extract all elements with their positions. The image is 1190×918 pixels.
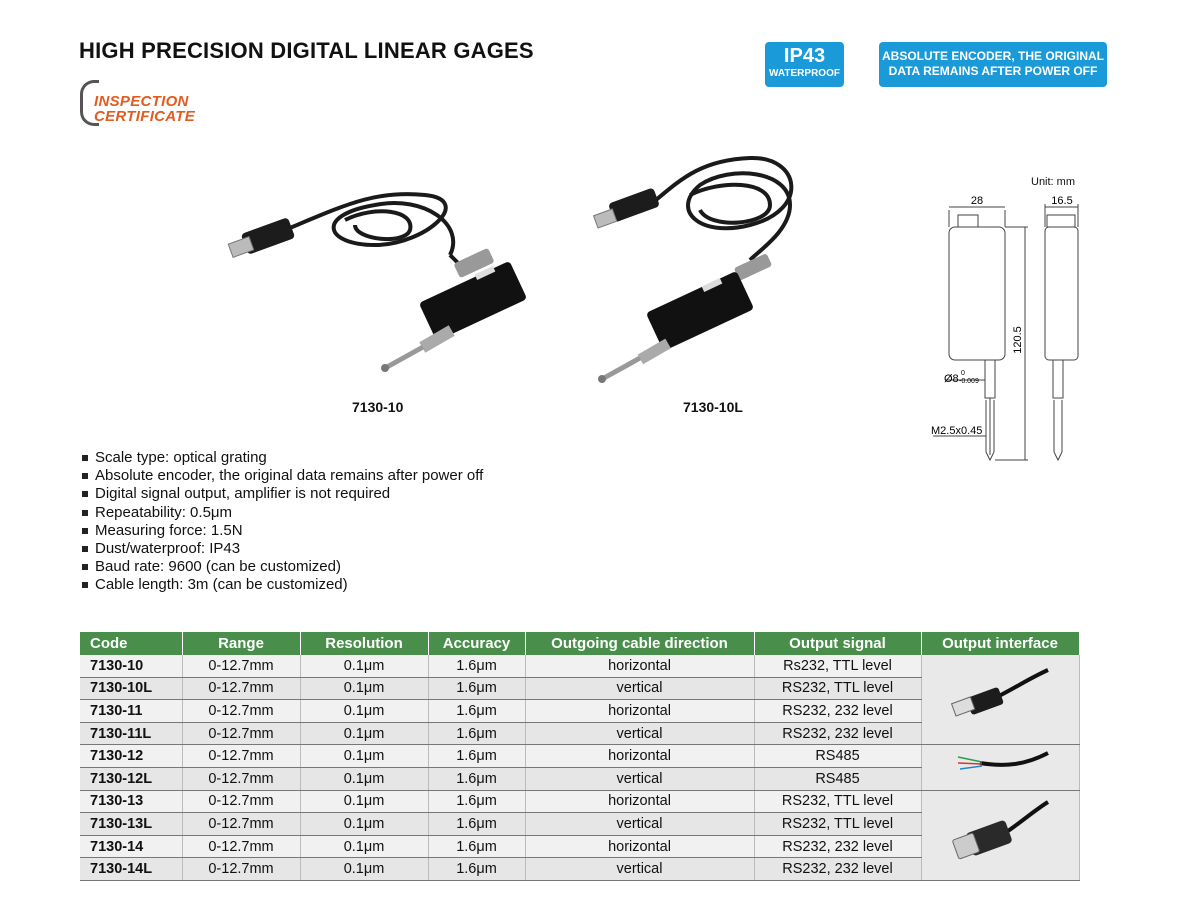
side-top-tab-icon [1047, 215, 1075, 227]
col-output-interface: Output interface [921, 632, 1079, 655]
feature-item: Digital signal output, amplifier is not required [80, 485, 483, 503]
table-row [80, 790, 1079, 813]
col-accuracy: Accuracy [428, 632, 525, 655]
cell-code: 7130-12 [80, 745, 182, 768]
feature-item: Scale type: optical grating [80, 449, 483, 467]
cell-range: 0-12.7mm [182, 677, 300, 700]
cell-range: 0-12.7mm [182, 813, 300, 836]
cell-accuracy: 1.6μm [428, 677, 525, 700]
cell-cable-direction: vertical [525, 813, 754, 836]
cell-output-signal: RS485 [754, 745, 921, 768]
product-caption-2: 7130-10L [683, 399, 743, 415]
col-code: Code [80, 632, 182, 655]
cell-accuracy: 1.6μm [428, 835, 525, 858]
table-header-row [80, 632, 1079, 655]
feature-item: Measuring force: 1.5N [80, 522, 483, 540]
cell-resolution: 0.1μm [300, 677, 428, 700]
gage-7130-10l-image [590, 150, 820, 395]
front-stem-outline [985, 360, 995, 398]
side-body-outline [1045, 227, 1078, 360]
col-cable-direction: Outgoing cable direction [525, 632, 754, 655]
cell-output-signal: RS232, 232 level [754, 722, 921, 745]
feature-item: Baud rate: 9600 (can be customized) [80, 558, 483, 576]
cable-icon [650, 158, 791, 260]
bare-wires-icon [950, 771, 1050, 787]
certificate-line2: CERTIFICATE [94, 108, 196, 125]
cell-code: 7130-13 [80, 790, 182, 813]
cell-range: 0-12.7mm [182, 722, 300, 745]
cell-range: 0-12.7mm [182, 655, 300, 677]
cell-accuracy: 1.6μm [428, 858, 525, 881]
product-caption-1: 7130-10 [352, 399, 404, 415]
cell-output-signal: RS232, 232 level [754, 858, 921, 881]
output-interface-cell [921, 655, 1079, 745]
cell-cable-direction: horizontal [525, 655, 754, 677]
feature-item: Absolute encoder, the original data remains after power off [80, 467, 483, 485]
cell-resolution: 0.1μm [300, 835, 428, 858]
ip-code: IP43 [783, 45, 826, 67]
output-interface-cell [921, 790, 1079, 880]
table-row [80, 655, 1079, 677]
ip-label: WATERPROOF [769, 68, 840, 79]
gage-7130-10-image [225, 185, 535, 395]
dim-depth: 16.5 [1051, 195, 1073, 207]
dim-stem-tol-lower: -0.009 [959, 378, 979, 385]
cell-output-signal: RS232, TTL level [754, 677, 921, 700]
cell-code: 7130-14L [80, 858, 182, 881]
front-body-outline [949, 227, 1005, 360]
front-top-tab-icon [958, 215, 978, 227]
cell-cable-direction: vertical [525, 858, 754, 881]
side-stem-outline [1053, 360, 1063, 398]
spec-table [80, 632, 1080, 881]
encoder-line1: ABSOLUTE ENCODER, THE ORIGINAL [881, 49, 1104, 63]
cell-code: 7130-12L [80, 767, 182, 790]
output-interface-cell [921, 745, 1079, 790]
cell-output-signal: RS232, 232 level [754, 835, 921, 858]
cell-resolution: 0.1μm [300, 767, 428, 790]
cell-cable-direction: vertical [525, 767, 754, 790]
cell-accuracy: 1.6μm [428, 813, 525, 836]
dim-stem-tol-upper: 0 [961, 370, 965, 377]
cell-code: 7130-13L [80, 813, 182, 836]
cell-range: 0-12.7mm [182, 858, 300, 881]
db9-connector-icon [950, 856, 1050, 872]
cell-code: 7130-14 [80, 835, 182, 858]
cell-cable-direction: horizontal [525, 745, 754, 768]
cell-resolution: 0.1μm [300, 700, 428, 723]
cell-range: 0-12.7mm [182, 790, 300, 813]
cell-code: 7130-11 [80, 700, 182, 723]
gage-body-icon [419, 261, 527, 341]
usb-plug-icon [228, 217, 295, 257]
spec-table-body [80, 655, 1079, 880]
dim-width: 28 [970, 195, 984, 207]
cell-accuracy: 1.6μm [428, 767, 525, 790]
feature-item: Cable length: 3m (can be customized) [80, 576, 483, 594]
encoder-line2: DATA REMAINS AFTER POWER OFF [888, 64, 1098, 78]
feature-item: Repeatability: 0.5μm [80, 504, 483, 522]
cell-code: 7130-11L [80, 722, 182, 745]
cell-code: 7130-10L [80, 677, 182, 700]
inspection-certificate-logo [80, 80, 220, 124]
cell-range: 0-12.7mm [182, 700, 300, 723]
cell-resolution: 0.1μm [300, 745, 428, 768]
col-range: Range [182, 632, 300, 655]
cell-cable-direction: horizontal [525, 700, 754, 723]
cell-output-signal: RS232, 232 level [754, 700, 921, 723]
cell-resolution: 0.1μm [300, 790, 428, 813]
cell-cable-direction: vertical [525, 722, 754, 745]
ip43-badge [765, 42, 844, 87]
page-title: HIGH PRECISION DIGITAL LINEAR GAGES [79, 38, 534, 63]
plunger-icon [381, 325, 455, 372]
cell-output-signal: Rs232, TTL level [754, 655, 921, 677]
cell-resolution: 0.1μm [300, 722, 428, 745]
dim-stem-dia: Ø8 [944, 373, 959, 385]
cell-accuracy: 1.6μm [428, 700, 525, 723]
cell-output-signal: RS232, TTL level [754, 813, 921, 836]
cell-code: 7130-10 [80, 655, 182, 677]
cell-range: 0-12.7mm [182, 835, 300, 858]
drawing-unit: Unit: mm [1031, 176, 1075, 188]
cell-output-signal: RS485 [754, 767, 921, 790]
plunger-icon [598, 339, 671, 383]
cell-accuracy: 1.6μm [428, 722, 525, 745]
cell-output-signal: RS232, TTL level [754, 790, 921, 813]
cell-accuracy: 1.6μm [428, 745, 525, 768]
cell-cable-direction: horizontal [525, 790, 754, 813]
cell-resolution: 0.1μm [300, 655, 428, 677]
absolute-encoder-badge [879, 42, 1107, 87]
usb-plug-icon [950, 716, 1050, 732]
cell-range: 0-12.7mm [182, 767, 300, 790]
usb-plug-icon [594, 187, 660, 228]
col-output-signal: Output signal [754, 632, 921, 655]
table-row [80, 745, 1079, 768]
dim-length: 120.5 [1012, 326, 1024, 354]
dimension-drawing [925, 190, 1090, 470]
dim-thread: M2.5x0.45 [931, 425, 983, 437]
cell-accuracy: 1.6μm [428, 655, 525, 677]
cell-resolution: 0.1μm [300, 813, 428, 836]
cell-cable-direction: horizontal [525, 835, 754, 858]
col-resolution: Resolution [300, 632, 428, 655]
cell-resolution: 0.1μm [300, 858, 428, 881]
feature-list [80, 449, 483, 595]
feature-item: Dust/waterproof: IP43 [80, 540, 483, 558]
cell-accuracy: 1.6μm [428, 790, 525, 813]
certificate-line1: INSPECTION [94, 93, 189, 110]
cell-cable-direction: vertical [525, 677, 754, 700]
gage-body-icon [646, 271, 754, 351]
cable-icon [285, 194, 460, 265]
cell-range: 0-12.7mm [182, 745, 300, 768]
